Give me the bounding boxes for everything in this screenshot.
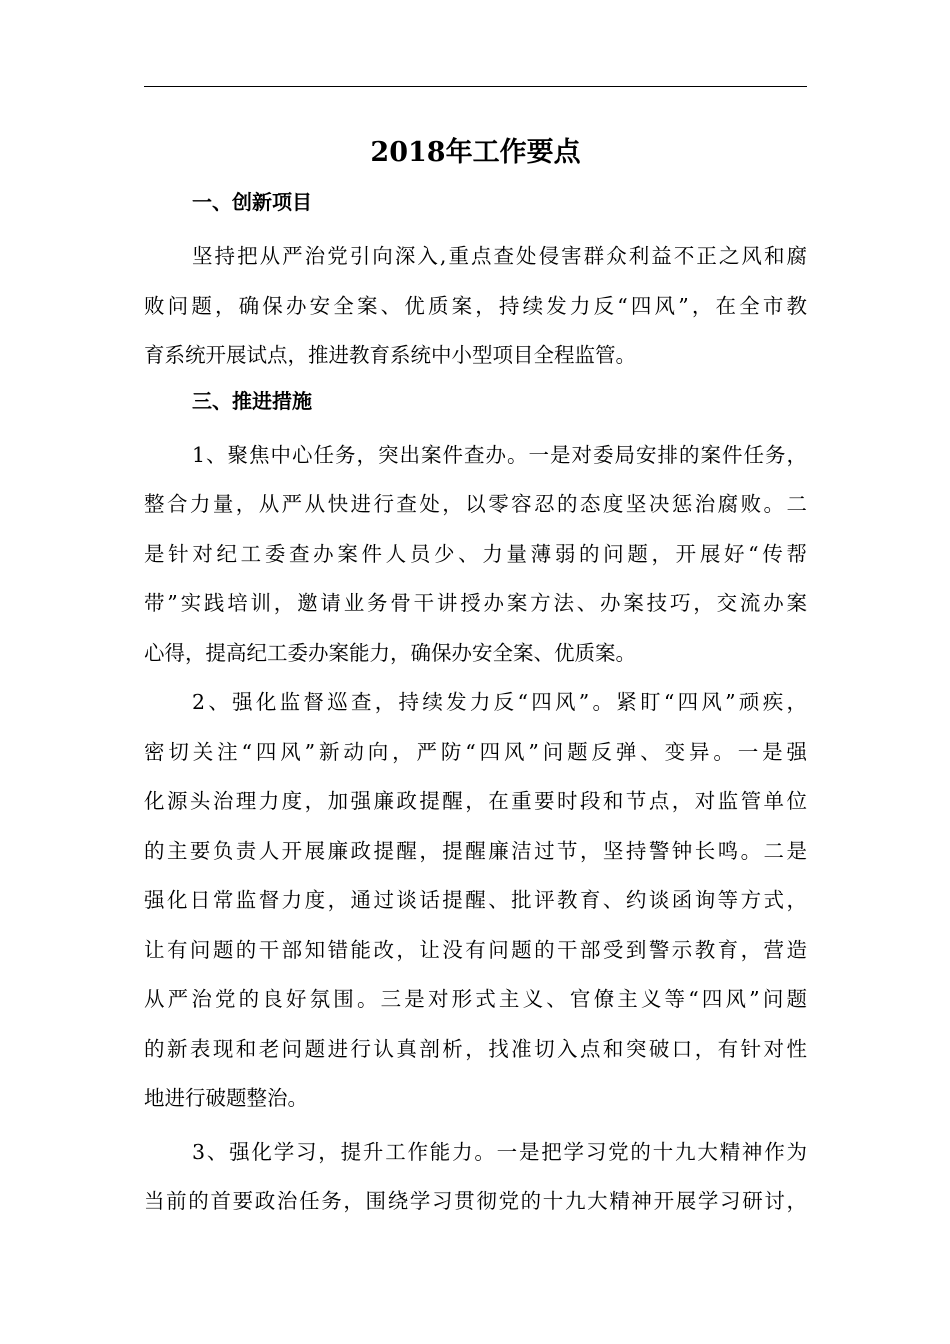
text-line: 败问题，确保办安全案、优质案，持续发力反“四风”，在全市教 bbox=[144, 293, 807, 318]
text-line: 3、强化学习，提升工作能力。一是把学习党的十九大精神作为 bbox=[192, 1139, 807, 1164]
text-line: 带”实践培训，邀请业务骨干讲授办案方法、办案技巧，交流办案 bbox=[144, 591, 807, 615]
paragraph-measure-3 bbox=[144, 1128, 807, 1227]
text-line: 从严治党的良好氛围。三是对形式主义、官僚主义等“四风”问题 bbox=[144, 987, 807, 1011]
text-line: 的主要负责人开展廉政提醒，提醒廉洁过节，坚持警钟长鸣。二是 bbox=[144, 838, 807, 863]
paragraph-innovation bbox=[144, 232, 807, 381]
text-line: 地进行破题整治。 bbox=[144, 1086, 308, 1110]
text-line: 整合力量，从严从快进行查处，以零容忍的态度坚决惩治腐败。二 bbox=[144, 492, 807, 516]
header-rule bbox=[144, 86, 807, 87]
text-line: 1、聚焦中心任务，突出案件查办。一是对委局安排的案件任务， bbox=[192, 442, 807, 467]
text-line: 密切关注“四风”新动向，严防“四风”问题反弹、变异。一是强 bbox=[144, 739, 807, 764]
text-line: 坚持把从严治党引向深入,重点查处侵害群众利益不正之风和腐 bbox=[192, 244, 807, 268]
text-line: 强化日常监督力度，通过谈话提醒、批评教育、约谈函询等方式， bbox=[144, 888, 807, 912]
section-heading-innovation: 一、创新项目 bbox=[192, 190, 312, 214]
paragraph-measure-2 bbox=[144, 678, 807, 1124]
text-line: 育系统开展试点，推进教育系统中小型项目全程监管。 bbox=[144, 343, 636, 367]
paragraph-measure-1 bbox=[144, 431, 807, 679]
text-line: 心得，提高纪工委办案能力，确保办安全案、优质案。 bbox=[144, 640, 636, 665]
text-line: 是针对纪工委查办案件人员少、力量薄弱的问题，开展好“传帮 bbox=[144, 541, 807, 566]
document-title: 2018年工作要点 bbox=[370, 137, 581, 168]
text-line: 当前的首要政治任务，围绕学习贯彻党的十九大精神开展学习研讨， bbox=[144, 1189, 807, 1213]
text-line: 让有问题的干部知错能改，让没有问题的干部受到警示教育，营造 bbox=[144, 937, 807, 962]
text-line: 2、强化监督巡查，持续发力反“四风”。紧盯“四风”顽疾， bbox=[192, 690, 807, 714]
text-line: 化源头治理力度，加强廉政提醒，在重要时段和节点，对监管单位 bbox=[144, 789, 807, 813]
text-line: 的新表现和老问题进行认真剖析，找准切入点和突破口，有针对性 bbox=[144, 1036, 807, 1061]
document-body bbox=[144, 182, 807, 1227]
section-heading-measures: 三、推进措施 bbox=[192, 388, 312, 413]
